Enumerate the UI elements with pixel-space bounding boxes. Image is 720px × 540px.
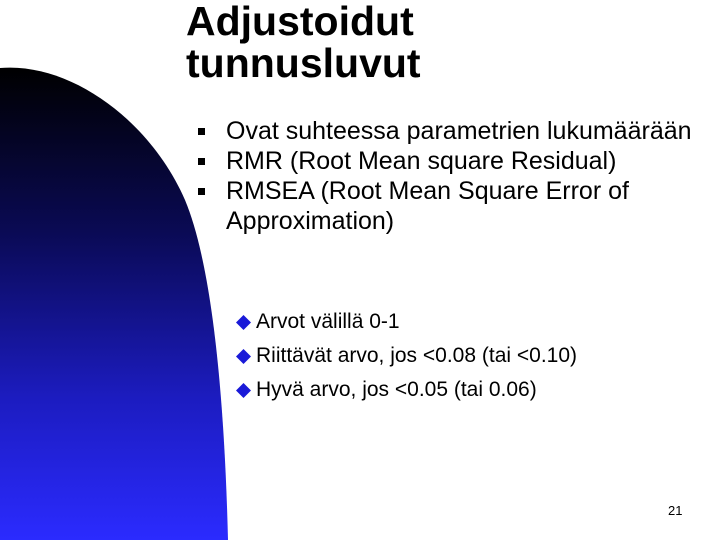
diamond-bullet-icon xyxy=(236,349,251,364)
bullet-item xyxy=(198,146,698,176)
sub-bullet-item xyxy=(236,373,577,407)
square-bullet-icon xyxy=(198,128,205,135)
square-bullet-icon xyxy=(198,188,205,195)
sub-bullet-item xyxy=(236,305,577,339)
diamond-bullet-icon xyxy=(236,315,251,330)
diamond-bullet-icon xyxy=(236,383,251,398)
sub-bullet-item xyxy=(236,339,577,373)
bullet-text: RMR (Root Mean square Residual) xyxy=(226,147,617,175)
bullet-list xyxy=(198,116,698,236)
title-line-1: Adjustoidut xyxy=(186,0,414,44)
slide-title xyxy=(186,0,421,84)
page-number: 21 xyxy=(668,503,683,518)
sub-bullet-text: Arvot välillä 0-1 xyxy=(256,310,400,333)
title-line-2: tunnusluvut xyxy=(186,40,421,86)
bullet-text: Ovat suhteessa parametrien lukumäärään xyxy=(226,117,692,145)
sub-bullet-list xyxy=(236,305,577,407)
bullet-item xyxy=(198,176,698,236)
sub-bullet-text: Hyvä arvo, jos <0.05 (tai 0.06) xyxy=(256,378,537,401)
bullet-text: RMSEA (Root Mean Square Error of Approximation) xyxy=(226,177,629,235)
bullet-item xyxy=(198,116,698,146)
square-bullet-icon xyxy=(198,158,205,165)
sub-bullet-text: Riittävät arvo, jos <0.08 (tai <0.10) xyxy=(256,344,577,367)
